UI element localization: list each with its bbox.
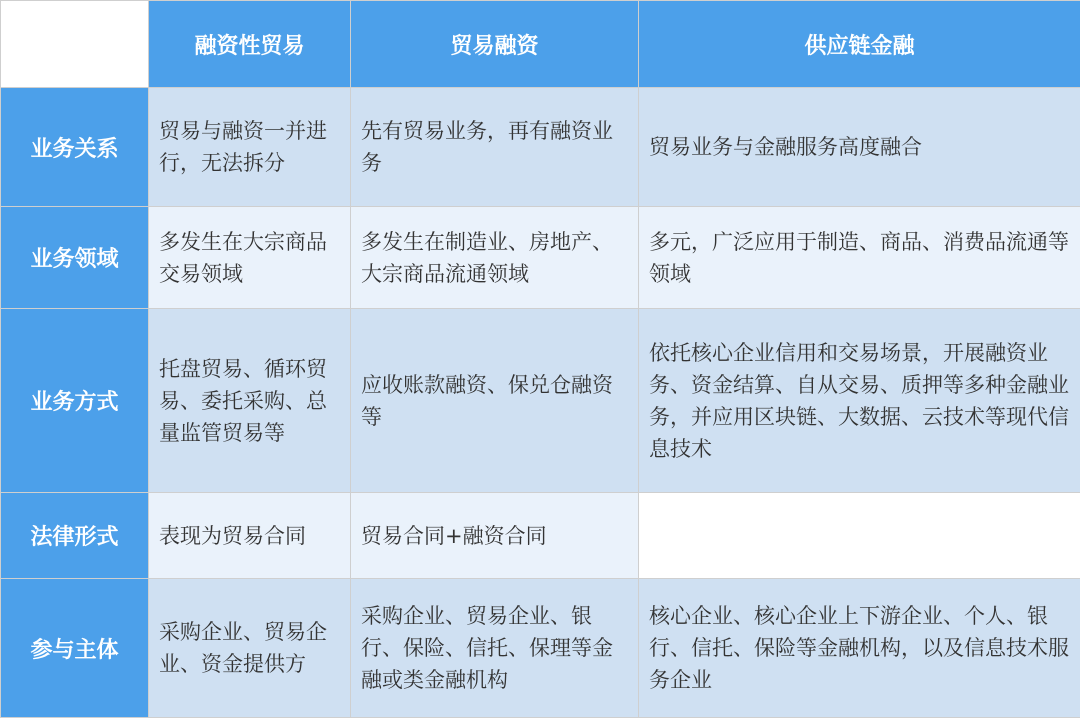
table-cell: 应收账款融资、保兑仓融资等 bbox=[351, 309, 639, 493]
table-cell: 采购企业、贸易企业、资金提供方 bbox=[149, 579, 351, 718]
table-row bbox=[1, 207, 1080, 309]
row-header: 法律形式 bbox=[1, 493, 149, 579]
column-header: 融资性贸易 bbox=[149, 1, 351, 88]
corner-cell bbox=[1, 1, 149, 88]
table-cell: 多发生在大宗商品交易领域 bbox=[149, 207, 351, 309]
row-header: 参与主体 bbox=[1, 579, 149, 718]
table-cell: 贸易业务与金融服务高度融合 bbox=[639, 88, 1080, 207]
table-cell: 多发生在制造业、房地产、大宗商品流通领域 bbox=[351, 207, 639, 309]
table-row bbox=[1, 309, 1080, 493]
table-row bbox=[1, 88, 1080, 207]
table-cell: 贸易与融资一并进行，无法拆分 bbox=[149, 88, 351, 207]
row-header: 业务方式 bbox=[1, 309, 149, 493]
column-header: 供应链金融 bbox=[639, 1, 1080, 88]
row-header: 业务领域 bbox=[1, 207, 149, 309]
table-row bbox=[1, 493, 1080, 579]
table-cell: 先有贸易业务，再有融资业务 bbox=[351, 88, 639, 207]
table-cell: 依托核心企业信用和交易场景，开展融资业务、资金结算、自从交易、质押等多种金融业务，并应用区块链、大数据、云技术等现代信息技术 bbox=[639, 309, 1080, 493]
table-cell: 表现为贸易合同 bbox=[149, 493, 351, 579]
table-cell: 核心企业、核心企业上下游企业、个人、银行、信托、保险等金融机构，以及信息技术服务企业 bbox=[639, 579, 1080, 718]
table-cell bbox=[639, 493, 1080, 579]
table-cell: 托盘贸易、循环贸易、委托采购、总量监管贸易等 bbox=[149, 309, 351, 493]
header-row bbox=[1, 1, 1080, 88]
table-cell: 贸易合同+融资合同 bbox=[351, 493, 639, 579]
row-header: 业务关系 bbox=[1, 88, 149, 207]
column-header: 贸易融资 bbox=[351, 1, 639, 88]
table-cell: 采购企业、贸易企业、银行、保险、信托、保理等金融或类金融机构 bbox=[351, 579, 639, 718]
table-row bbox=[1, 579, 1080, 718]
table-cell: 多元，广泛应用于制造、商品、消费品流通等领域 bbox=[639, 207, 1080, 309]
